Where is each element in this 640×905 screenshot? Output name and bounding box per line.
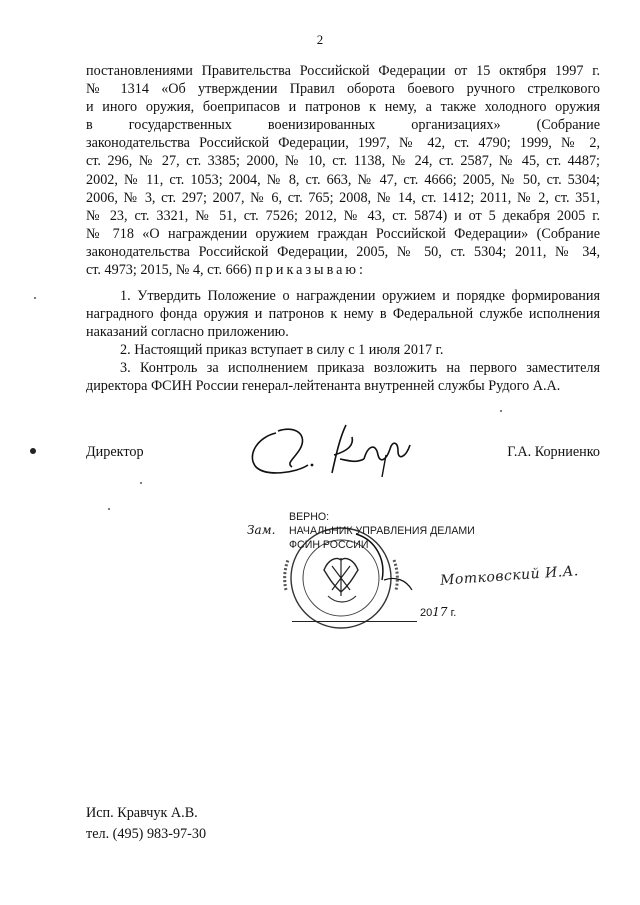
preamble-line: 2002, № 11, ст. 1053; 2004, № 8, ст. 663, № 47, ст. 4666; 2005, № 50, ст. 5304; bbox=[86, 171, 600, 188]
certifier-title-line2: ФСИН РОССИИ bbox=[289, 539, 369, 551]
margin-mark bbox=[30, 448, 36, 454]
executor-phone: тел. (495) 983-97-30 bbox=[86, 826, 207, 842]
order-keyword: приказываю: bbox=[255, 262, 366, 279]
preamble-line: ст. 296, № 27, ст. 3385; 2000, № 10, ст. 1138, № 24, ст. 2587, № 45, ст. 4487; bbox=[86, 153, 600, 170]
preamble-line: постановлениями Правительства Российской Федерации от 15 октября 1997 г. bbox=[86, 63, 600, 79]
certifier-title-line1: НАЧАЛЬНИК УПРАВЛЕНИЯ ДЕЛАМИ bbox=[289, 525, 475, 537]
scan-speck bbox=[140, 482, 142, 484]
preamble-line: законодательства Российской Федерации, 1997, № 42, ст. 4790; 1999, № 2, bbox=[86, 135, 600, 152]
certifier-handwritten-name: Мотковский И.А. bbox=[439, 563, 580, 589]
scan-speck bbox=[34, 297, 36, 299]
preamble-last-line bbox=[86, 261, 600, 279]
executor-name: Исп. Кравчук А.В. bbox=[86, 805, 198, 821]
order-item-2: 2. Настоящий приказ вступает в силу с 1 июля 2017 г. bbox=[120, 342, 444, 359]
verified-label: ВЕРНО: bbox=[289, 511, 330, 523]
signatory-name: Г.А. Корниенко bbox=[507, 444, 600, 460]
executor-block bbox=[86, 803, 206, 845]
year-suffix: 17 bbox=[432, 605, 448, 619]
preamble-line: № 718 «О награждении оружием граждан Российской Федерации» (Собрание bbox=[86, 225, 600, 242]
certification-year bbox=[420, 605, 456, 619]
date-underline bbox=[292, 611, 417, 622]
preamble-line: законодательства Российской Федерации, 2005, № 50, ст. 5304; 2011, № 34, bbox=[86, 243, 600, 260]
year-unit: г. bbox=[450, 607, 457, 619]
deputy-prefix: Зам. bbox=[247, 523, 276, 537]
order-item-1: 1. Утвердить Положение о награждении оружием и порядке формирования наградного фонда оружия и патронов к нему в Федеральной службе исполнения наказаний согласно приложению. bbox=[86, 288, 600, 341]
preamble-line: № 23, ст. 3321, № 51, ст. 7526; 2012, № 43, ст. 5874) и от 5 декабря 2005 г. bbox=[86, 207, 600, 224]
scan-speck bbox=[500, 410, 502, 412]
preamble-line: № 1314 «Об утверждении Правил оборота боевого ручного стрелкового bbox=[86, 81, 600, 98]
preamble-last-line-text: ст. 4973; 2015, № 4, ст. 666) bbox=[86, 262, 252, 279]
scan-speck bbox=[108, 508, 110, 510]
page-number: 2 bbox=[316, 32, 324, 47]
certification-date-line bbox=[292, 610, 417, 622]
year-prefix: 20 bbox=[420, 607, 433, 619]
preamble-line: и иного оружия, боеприпасов и патронов к нему, а также холодного оружия bbox=[86, 99, 600, 116]
preamble-text bbox=[86, 62, 600, 279]
order-item-3: 3. Контроль за исполнением приказа возложить на первого заместителя директора ФСИН России генерал-лейтенанта внутренней службы Рудого А.А. bbox=[86, 360, 600, 395]
certification-stamp bbox=[289, 510, 475, 552]
signatory-position: Директор bbox=[86, 444, 144, 460]
preamble-line: 2006, № 3, ст. 297; 2007, № 6, ст. 765; 2008, № 14, ст. 1412; 2011, № 2, ст. 351, bbox=[86, 189, 600, 206]
director-signature-icon bbox=[236, 415, 426, 485]
preamble-line: в государственных военизированных организациях» (Собрание bbox=[86, 117, 600, 134]
order-items bbox=[86, 287, 600, 396]
